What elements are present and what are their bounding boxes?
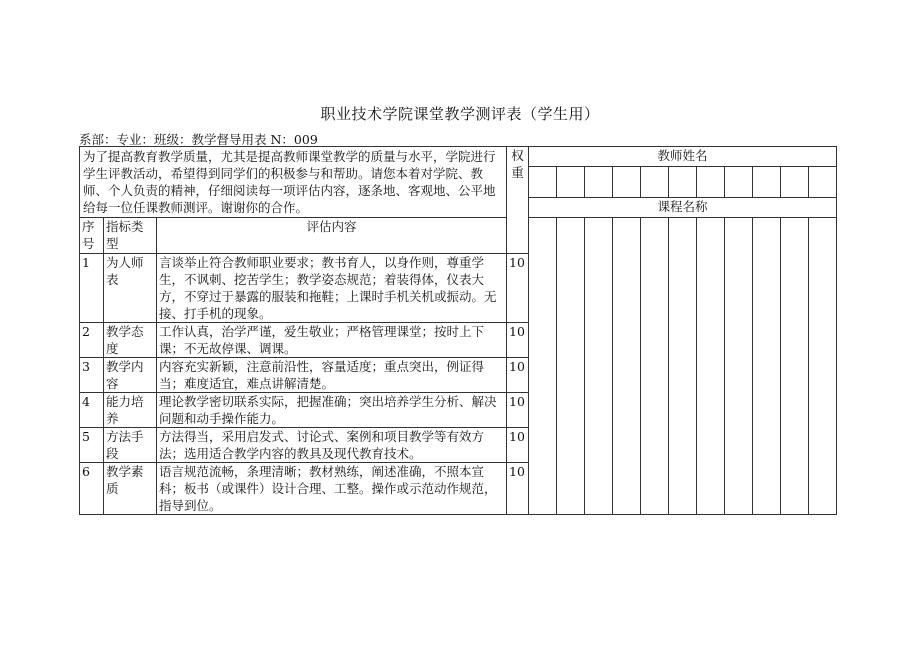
row-number: 1	[80, 254, 104, 323]
course-name-cell[interactable]	[557, 218, 585, 515]
teacher-name-cell[interactable]	[697, 167, 725, 197]
course-name-cell[interactable]	[725, 218, 753, 515]
row-indicator-type: 教学态度	[104, 323, 157, 358]
seq-header: 序号	[80, 218, 104, 254]
teacher-name-header: 教师姓名	[529, 147, 837, 167]
row-indicator-type: 能力培养	[104, 393, 157, 428]
row-weight: 10	[507, 463, 529, 515]
row-weight: 10	[507, 254, 529, 323]
form-meta-line: 系部：专业：班级：教学督导用表 N：009	[79, 132, 318, 147]
intro-paragraph: 为了提高教育教学质量，尤其是提高教师课堂教学的质量与水平，学院进行学生评教活动，希望得到同学们的积极参与和帮助。请您本着对学院、教师、个人负责的精神，仔细阅读每一项评估内容，逐条地、客观地、公平地给每一位任课教师测评。谢谢你的合作。	[80, 147, 507, 218]
weight-header: 权重	[507, 147, 529, 254]
course-name-cell[interactable]	[641, 218, 669, 515]
row-content: 理论教学密切联系实际，把握准确；突出培养学生分析、解决问题和动手操作能力。	[157, 393, 507, 428]
course-name-cell[interactable]	[529, 218, 557, 515]
course-name-cell[interactable]	[781, 218, 809, 515]
row-content: 言谈举止符合教师职业要求；教书育人，以身作则，尊重学生，不讽刺、挖苦学生；教学姿态规范；着装得体，仪表大方，不穿过于暴露的服装和拖鞋；上课时手机关机或振动。无接、打手机的现象。	[157, 254, 507, 323]
teacher-name-cell[interactable]	[725, 167, 753, 197]
course-name-cell[interactable]	[585, 218, 613, 515]
row-indicator-type: 方法手段	[104, 428, 157, 463]
content-header: 评估内容	[157, 218, 507, 254]
course-name-cell[interactable]	[697, 218, 725, 515]
course-name-cell[interactable]	[809, 218, 837, 515]
course-name-cell[interactable]	[753, 218, 781, 515]
evaluation-table	[79, 146, 837, 515]
row-indicator-type: 为人师表	[104, 254, 157, 323]
row-content: 内容充实新颖，注意前沿性，容量适度；重点突出，例证得当；难度适宜，难点讲解清楚。	[157, 358, 507, 393]
teacher-name-cell[interactable]	[781, 167, 809, 197]
teacher-name-cell[interactable]	[585, 167, 613, 197]
row-number: 3	[80, 358, 104, 393]
row-number: 4	[80, 393, 104, 428]
teacher-name-cell[interactable]	[613, 167, 641, 197]
row-content: 方法得当，采用启发式、讨论式、案例和项目教学等有效方法；选用适合教学内容的教具及现代教育技术。	[157, 428, 507, 463]
row-number: 2	[80, 323, 104, 358]
form-title: 职业技术学院课堂教学测评表（学生用）	[320, 105, 600, 123]
course-name-header: 课程名称	[529, 197, 837, 217]
course-name-cell[interactable]	[669, 218, 697, 515]
course-name-cell[interactable]	[613, 218, 641, 515]
row-content: 工作认真，治学严谨，爱生敬业；严格管理课堂；按时上下课；不无故停课、调课。	[157, 323, 507, 358]
row-number: 5	[80, 428, 104, 463]
indicator-type-header: 指标类型	[104, 218, 157, 254]
row-indicator-type: 教学内容	[104, 358, 157, 393]
teacher-name-cell[interactable]	[557, 167, 585, 197]
teacher-name-cell[interactable]	[641, 167, 669, 197]
teacher-name-cell[interactable]	[753, 167, 781, 197]
teacher-name-cell[interactable]	[529, 167, 557, 197]
teacher-name-cell[interactable]	[809, 167, 837, 197]
row-content: 语言规范流畅，条理清晰；教材熟练，阐述准确，不照本宣科；板书（或课件）设计合理、工整。操作或示范动作规范，指导到位。	[157, 463, 507, 515]
row-weight: 10	[507, 393, 529, 428]
row-weight: 10	[507, 428, 529, 463]
row-indicator-type: 教学素质	[104, 463, 157, 515]
row-weight: 10	[507, 323, 529, 358]
row-number: 6	[80, 463, 104, 515]
teacher-name-cell[interactable]	[669, 167, 697, 197]
row-weight: 10	[507, 358, 529, 393]
